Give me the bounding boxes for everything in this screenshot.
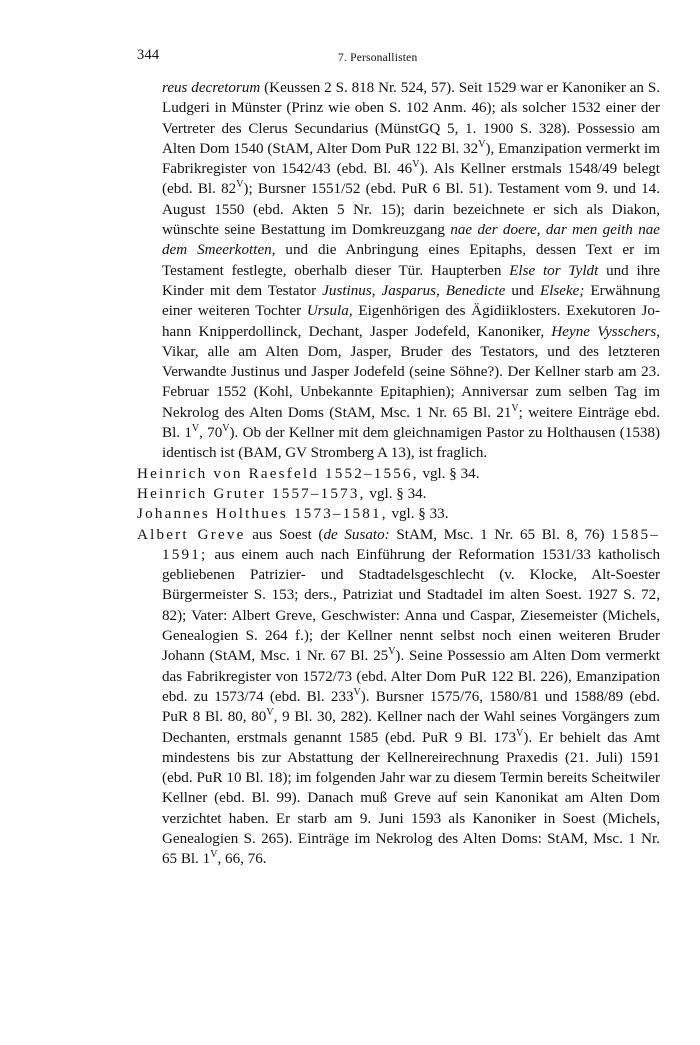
body-text: StAM, Msc. 1 Nr. 65 Bl. 8, 76) <box>389 526 612 543</box>
body-text: ), Emanzipation vermerkt im Fabrikregister von 1542/43 (ebd. Bl. 46 <box>162 140 660 178</box>
text-block <box>137 78 660 870</box>
entry-heinrich-gruter <box>137 484 660 504</box>
italic-text: Elseke; <box>540 282 585 299</box>
body-text: , und die Anbringung eines Epitaphs, dessen Text er im Testament festlegte, oberhalb dieser Tür. Haupterben <box>162 242 660 279</box>
superscript-verso: V <box>353 686 361 698</box>
body-text: vgl. § 33. <box>387 506 449 523</box>
body-text: ). Bursner 1575/76, 1580/81 und 1588/89 (ebd. PuR 8 Bl. 80, 80 <box>162 688 660 726</box>
body-text: ). Als Kellner erstmals 1548/49 belegt (ebd. Bl. 82 <box>162 161 661 198</box>
body-text: ); Bursner 1551/52 (ebd. PuR 6 Bl. 51). Testament vom 9. und 14. August 1550 (ebd. Akten 5 Nr. 15); darin bezeichnete er sich als Diakon, wünschte seine Bestattung im Domkreuzgang <box>162 181 660 239</box>
italic-text: Heyne Vysschers <box>551 323 657 340</box>
body-text: Erwähnung einer weiteren Tochter <box>162 282 661 320</box>
italic-text: de Susato: <box>323 526 390 543</box>
body-text: vgl. § 34. <box>418 465 480 482</box>
italic-text: Ursula, <box>306 303 353 320</box>
superscript-verso: V <box>210 849 218 861</box>
superscript-verso: V <box>478 138 486 150</box>
body-text: ). Seine Possessio am Alten Dom vermerkt das Fabrikregister von 1572/73 (ebd. Alter Dom PuR 122 Bl. 226), Emanzipation ebd. zu 1573/74 (ebd. Bl. 233 <box>162 648 660 705</box>
superscript-verso: V <box>236 179 244 191</box>
spaced-name-text: Johannes Holthues 1573–1581, <box>137 506 388 523</box>
running-head: 7. Personallisten <box>338 52 418 64</box>
entry-johannes-holthues <box>137 504 660 524</box>
body-text: aus einem auch nach Einführung der Reformation 1531/33 katholisch gebliebenen Patrizier- und Stadtadelsgeschlecht (v. Klocke, Alt-Soester Bürgermeister S. 153; ders., Patriziat und Stadtadel im alten Soest. 1927 S. 72, 82); Vater: Albert Greve, Geschwister: Anna und Caspar, Ziesemeister (Michels, Genealogien S. 264 f.); der Kellner nennt selbst noch einen weiteren Bruder Johann (StAM, Msc. 1 Nr. 67 Bl. 25 <box>162 546 660 665</box>
superscript-verso: V <box>388 646 396 658</box>
body-text: , 9 Bl. 30, 282). Kellner nach der Wahl seines Vorgängers zum Dechanten, erstmals genannt 1585 (ebd. PuR 9 Bl. 173 <box>162 709 660 746</box>
superscript-verso: V <box>222 423 230 435</box>
entry-heinrich-von-raesfeld <box>137 464 660 484</box>
superscript-verso: V <box>516 727 524 739</box>
spaced-name-text: 1585–1591; <box>162 526 660 563</box>
superscript-verso: V <box>511 402 519 414</box>
spaced-name-text: Heinrich von Raesfeld 1552–1556, <box>137 465 419 482</box>
body-text: , Vikar, alle am Alten Dom, Jasper, Bruder des Testators, und des letzteren Verwandte Justinus und Jasper Jodefeld (seine Söhne?). Der Kellner starb am 23. Februar 1552 (Kohl, Unbekannte Epitaphien); Anniversar zum selben Tag im Nekrolog des Alten Doms (StAM, Msc. 1 Nr. 65 Bl. 21 <box>162 323 660 421</box>
italic-text: Else tor Tyldt <box>509 262 599 279</box>
body-text: ). Ob der Kellner mit dem gleichnamigen Pastor zu Holthausen (1538) identisch ist (BAM, GV Stromberg A 13), ist fraglich. <box>162 425 661 462</box>
entry-albert-greve <box>137 525 660 870</box>
body-text: ). Er behielt das Amt mindestens bis zur Abstattung der Kellnereirechnung Praxedis (21. Juli) 1591 (ebd. PuR 10 Bl. 18); im folgenden Jahr war zu diesem Termin bereits Scheitwiler Kellner (ebd. Bl. 99). Danach muß Greve auf sein Kanonikat am Alten Dom verzichtet haben. Er starb am 9. Juni 1593 als Kanoniker in Soest (Michels, Genealogien S. 265). Einträge im Nekrolog des Alten Doms: StAM, Msc. 1 Nr. 65 Bl. 1 <box>162 729 660 868</box>
superscript-verso: V <box>191 423 200 435</box>
italic-text: reus decretorum <box>162 80 261 96</box>
body-text: ; weitere Einträge ebd. Bl. 1 <box>162 404 660 442</box>
body-text: , 66, 76. <box>217 851 267 868</box>
superscript-verso: V <box>266 707 274 719</box>
body-text: aus Soest ( <box>245 526 324 543</box>
body-text: (Keussen 2 S. 818 Nr. 524, 57). Seit 1529 war er Kanoniker an S. Ludgeri in Münster (Prinz wie oben S. 102 Anm. 46); als solcher 1532 einer der Vertreter des Clerus Secundarius (MünstGQ 5, 1. 1900 S. 328). Possessio am Alten Dom 1540 (StAM, Alter Dom PuR 122 Bl. 32 <box>162 80 660 157</box>
body-text: und ihre Kinder mit dem Testator <box>162 262 660 299</box>
body-text: vgl. § 34. <box>365 485 427 502</box>
superscript-verso: V <box>412 159 420 171</box>
body-text: und <box>505 282 540 299</box>
italic-text: nae der doere, dar men geith nae dem Smeerkotten <box>162 222 660 259</box>
body-text: Eigenhörigen des Ägidiiklosters. Exekutoren Johann Knipperdollinck, Dechant, Jasper Jodefeld, Kanoniker, <box>162 303 660 340</box>
body-text: , 70 <box>199 425 223 442</box>
continued-entry-paragraph <box>137 78 660 464</box>
spaced-name-text: Albert Greve <box>137 526 246 543</box>
spaced-name-text: Heinrich Gruter 1557–1573, <box>137 485 366 502</box>
page-number: 344 <box>137 47 160 63</box>
italic-text: Justinus, Jasparus, Benedicte <box>322 282 506 299</box>
